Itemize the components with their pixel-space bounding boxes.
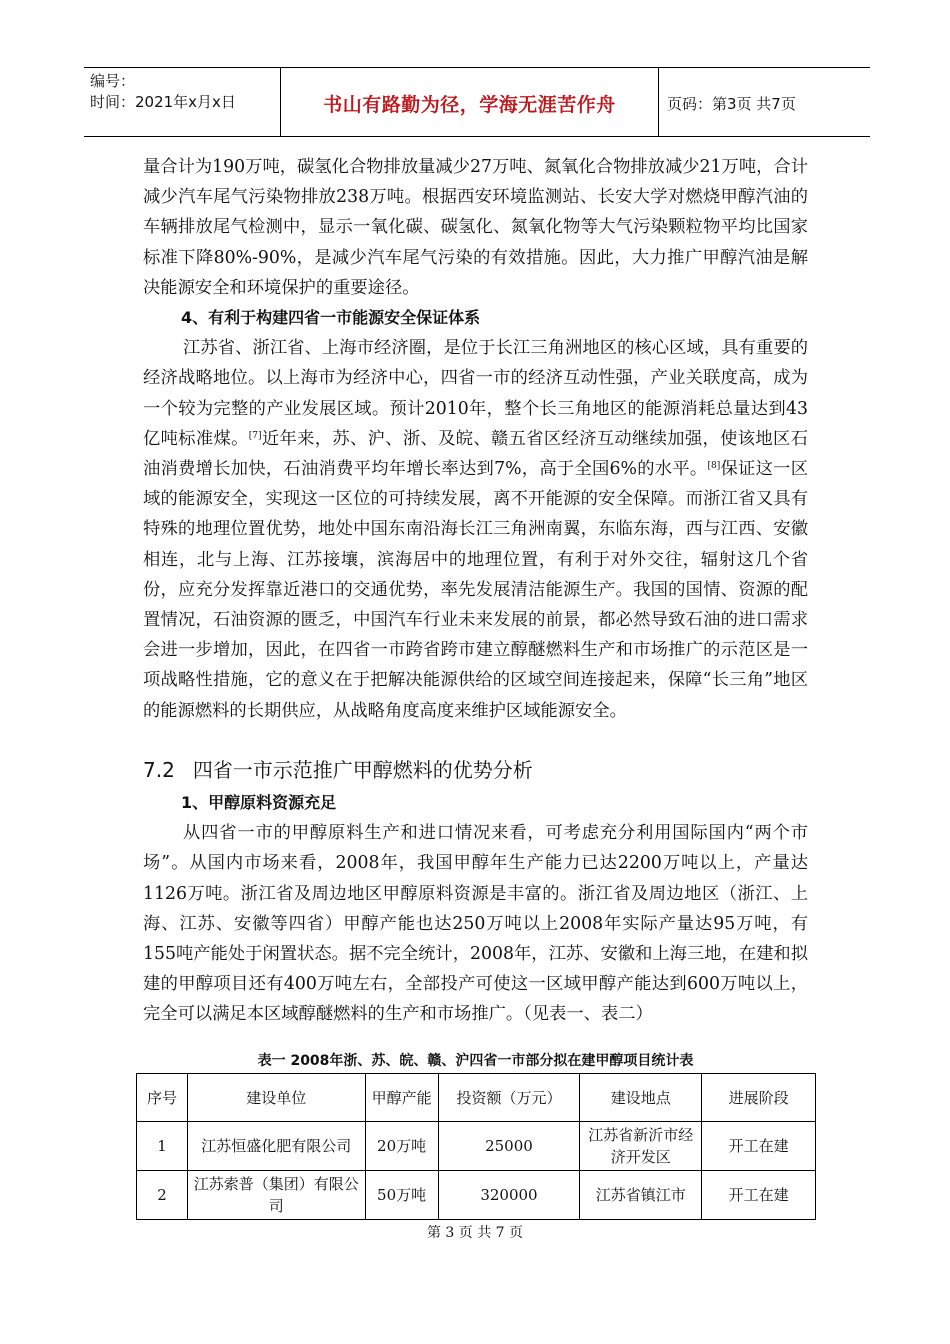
section-text	[143, 788, 808, 1030]
table-cell: 江苏省新沂市经济开发区	[580, 1122, 702, 1171]
table-cell: 320000	[438, 1171, 580, 1220]
table-cell: 20万吨	[365, 1122, 438, 1171]
table-header-cell: 序号	[137, 1074, 188, 1122]
table-cell: 江苏省镇江市	[580, 1171, 702, 1220]
table-cell: 25000	[438, 1122, 580, 1171]
header-page-number: 页码：第3页 共7页	[667, 95, 796, 113]
table-row	[137, 1171, 816, 1220]
table-cell: 开工在建	[702, 1122, 816, 1171]
section-heading	[143, 754, 533, 783]
table-header-row	[137, 1074, 816, 1122]
methanol-projects-table	[136, 1073, 816, 1220]
header-meta	[90, 71, 236, 113]
table-row	[137, 1122, 816, 1171]
paragraph-part: 近年来，苏、沪、浙、及皖、赣五省区经济互动继续加强，使该地区石油消费增长加快，石油消费平均年增长率达到7%，高于全国6%的水平。	[143, 428, 808, 480]
paragraph-yangtze-delta	[143, 333, 808, 726]
header-motto: 书山有路勤为径，学海无涯苦作舟	[323, 94, 616, 116]
table-header-cell: 甲醇产能	[365, 1074, 438, 1122]
header-divider	[658, 68, 659, 136]
paragraph-part: 保证这一区域的能源安全，实现这一区位的可持续发展，离不开能源的安全保障。而浙江省又具有特殊的地理位置优势，地处中国东南沿海长江三角洲南翼，东临东海，西与江西、安徽相连，北与上海、江苏接壤，滨海居中的地理位置，有利于对外交往，辐射这几个省份，应充分发挥靠近港口的交通优势，率先发展清洁能源生产。我国的国情、资源的配置情况，石油资源的匮乏，中国汽车行业未来发展的前景，都必然导致石油的进口需求会进一步增加，因此，在四省一市跨省跨市建立醇醚燃料生产和市场推广的示范区是一项战略性措施，它的意义在于把解决能源供给的区域空间连接起来，保障“长三角”地区的能源燃料的长期供应，从战略角度高度来维护区域能源安全。	[143, 459, 808, 721]
table-header-cell: 建设单位	[187, 1074, 365, 1122]
table-header-cell: 进展阶段	[702, 1074, 816, 1122]
header-number: 编号：	[90, 72, 136, 90]
citation-ref: [8]	[707, 461, 721, 472]
section-title: 四省一市示范推广甲醇燃料的优势分析	[192, 758, 533, 782]
section-number: 7.2	[143, 758, 175, 782]
table-header-cell: 投资额（万元）	[438, 1074, 580, 1122]
page-footer: 第 3 页 共 7 页	[426, 1225, 524, 1241]
heading-energy-security: 4、有利于构建四省一市能源安全保证体系	[181, 308, 481, 328]
heading-methanol-resources: 1、甲醇原料资源充足	[181, 793, 337, 812]
header-time: 时间：2021年x月x日	[90, 93, 236, 111]
table-cell: 江苏恒盛化肥有限公司	[187, 1122, 365, 1171]
table-cell: 1	[137, 1122, 188, 1171]
citation-ref: [7]	[248, 430, 262, 441]
paragraph-emissions: 量合计为190万吨，碳氢化合物排放量减少27万吨、氮氧化合物排放减少21万吨，合计减少汽车尾气污染物排放238万吨。根据西安环境监测站、长安大学对燃烧甲醇汽油的车辆排放尾气检测中，显示一氧化碳、碳氢化、氮氧化物等大气污染颗粒物平均比国家标准下降80%-90%，是减少汽车尾气污染的有效措施。因此，大力推广甲醇汽油是解决能源安全和环境保护的重要途径。	[143, 157, 808, 298]
table-cell: 2	[137, 1171, 188, 1220]
main-text	[143, 152, 808, 726]
table-cell: 50万吨	[365, 1171, 438, 1220]
table-cell: 开工在建	[702, 1171, 816, 1220]
table-header-cell: 建设地点	[580, 1074, 702, 1122]
table-cell: 江苏索普（集团）有限公司	[187, 1171, 365, 1220]
paragraph-part: 江苏省、浙江省、上海市经济圈，是位于长江三角洲地区的核心区域，具有重要的经济战略地位。以上海市为经济中心，四省一市的经济互动性强，产业关联度高，成为一个较为完整的产业发展区域。预计2010年，整个长三角地区的能源消耗总量达到43亿吨标准煤。	[143, 338, 808, 449]
page-header	[84, 67, 870, 137]
table-caption: 表一 2008年浙、苏、皖、赣、沪四省一市部分拟在建甲醇项目统计表	[257, 1053, 694, 1069]
paragraph-methanol-capacity: 从四省一市的甲醇原料生产和进口情况来看，可考虑充分利用国际国内“两个市场”。从国内市场来看，2008年，我国甲醇年生产能力已达2200万吨以上，产量达1126万吨。浙江省及周边地区甲醇原料资源是丰富的。浙江省及周边地区（浙江、上海、江苏、安徽等四省）甲醇产能也达250万吨以上2008年实际产量达95万吨，有155吨产能处于闲置状态。据不完全统计，2008年，江苏、安徽和上海三地，在建和拟建的甲醇项目还有400万吨左右，全部投产可使这一区域甲醇产能达到600万吨以上，完全可以满足本区域醇醚燃料的生产和市场推广。（见表一、表二）	[143, 823, 808, 1025]
